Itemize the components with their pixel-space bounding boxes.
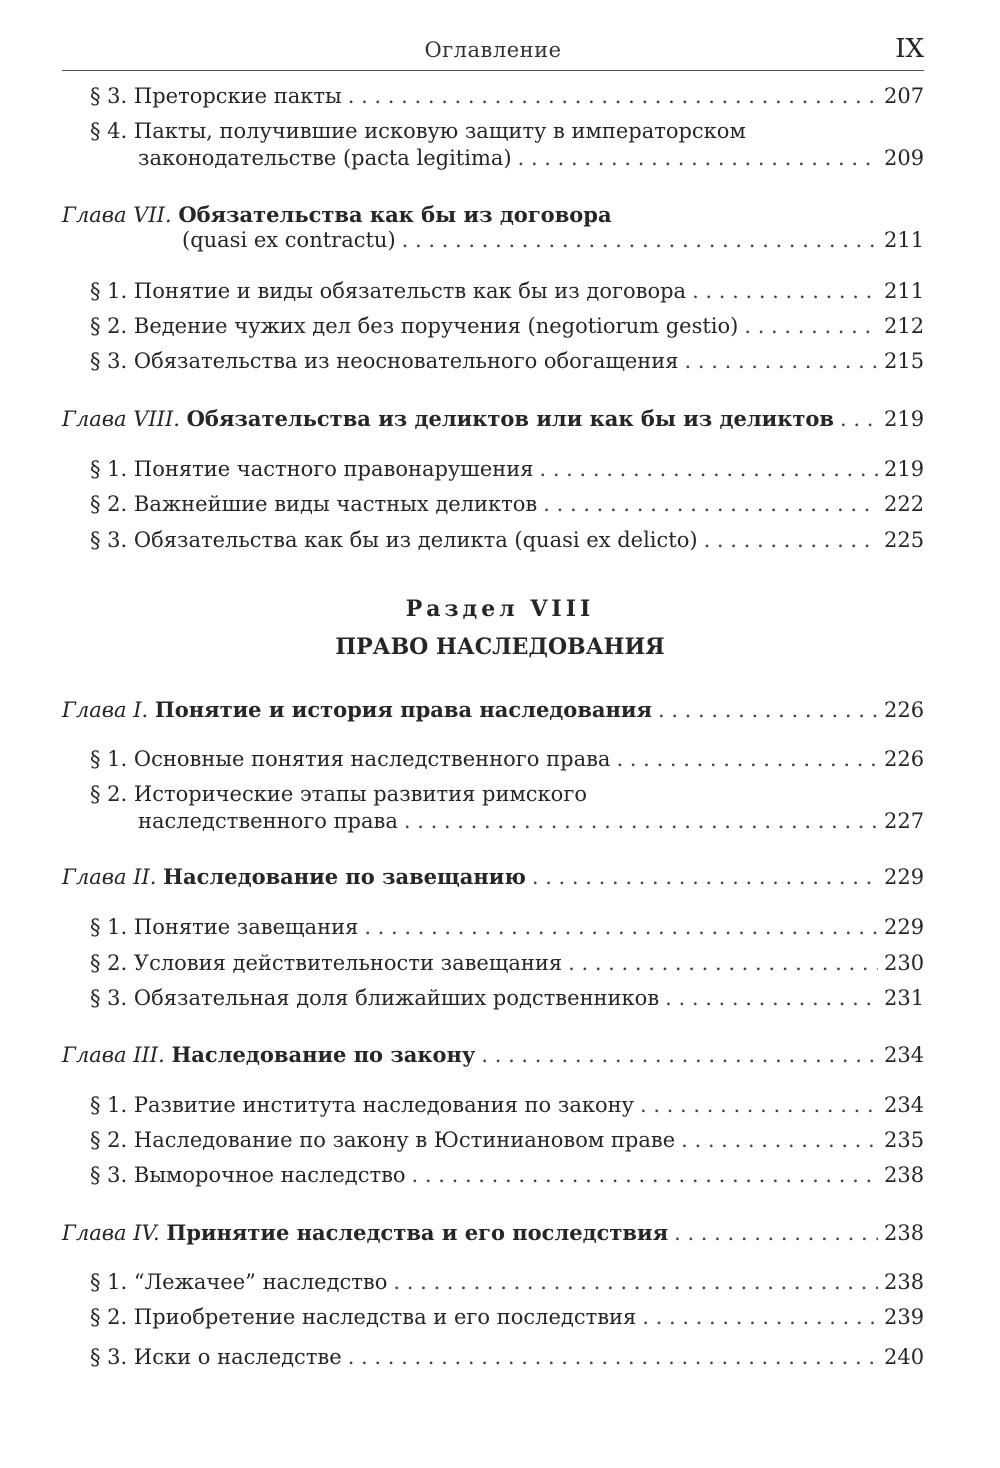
toc-entry[interactable]: § 3. Преторские пакты . . . 207 [90,84,924,108]
toc-entry[interactable]: § 1. Понятие и виды обязательств как бы из договора . . . 211 [90,279,924,303]
chapter-heading[interactable]: Глава IV. Принятие наследства и его последствия . . . 238 [62,1220,924,1245]
toc-entry[interactable]: § 3. Обязательства как бы из деликта (quasi ex delicto) . . . 225 [90,528,924,552]
chapter-heading[interactable]: Глава VII. Обязательства как бы из договора [62,202,612,227]
section-label: Раздел VIII [405,596,595,622]
toc-entry[interactable]: законодательстве (pacta legitima) . . . 209 [138,146,924,170]
toc-entry[interactable]: § 1. Основные понятия наследственного права . . . 226 [90,747,924,771]
chapter-heading[interactable]: Глава I. Понятие и история права наследования . . . 226 [62,697,924,722]
toc-entry[interactable]: (quasi ex contractu) . . . 211 [182,228,924,252]
chapter-heading[interactable]: Глава III. Наследование по закону . . . 234 [62,1042,924,1067]
chapter-heading[interactable]: Глава II. Наследование по завещанию . . . 229 [62,864,924,889]
toc-entry[interactable]: наследственного права . . . 227 [138,809,924,833]
toc-entry[interactable]: § 2. Условия действительности завещания . . . 230 [90,951,924,975]
toc-entry-line: § 4. Пакты, получившие исковую защиту в императорском [90,119,746,143]
chapter-heading[interactable]: Глава VIII. Обязательства из деликтов или как бы из деликтов . . . 219 [62,406,924,431]
toc-entry[interactable]: § 3. Обязательная доля ближайших родственников . . . 231 [90,986,924,1010]
toc-entry-line: § 2. Исторические этапы развития римского [90,782,587,806]
toc-entry[interactable]: § 2. Наследование по закону в Юстиниановом праве . . . 235 [90,1128,924,1152]
toc-entry[interactable]: § 1. “Лежачее” наследство . . . 238 [90,1270,924,1294]
page-number: IX [895,34,924,64]
page-header [62,30,924,71]
toc-entry[interactable]: § 3. Обязательства из неосновательного обогащения . . . 215 [90,349,924,373]
toc-entry[interactable]: § 3. Выморочное наследство . . . 238 [90,1163,924,1187]
toc-entry[interactable]: § 1. Понятие частного правонарушения . . . 219 [90,457,924,481]
toc-entry[interactable]: § 3. Иски о наследстве . . . 240 [90,1345,924,1369]
toc-entry[interactable]: § 2. Важнейшие виды частных деликтов . . . 222 [90,492,924,516]
toc-entry[interactable]: § 2. Ведение чужих дел без поручения (negotiorum gestio) . . . 212 [90,314,924,338]
running-title: Оглавление [424,38,562,62]
section-title: ПРАВО НАСЛЕДОВАНИЯ [335,634,665,660]
toc-entry[interactable]: § 1. Развитие института наследования по закону . . . 234 [90,1093,924,1117]
toc-entry[interactable]: § 2. Приобретение наследства и его последствия . . . 239 [90,1305,924,1329]
toc-entry[interactable]: § 1. Понятие завещания . . . 229 [90,915,924,939]
